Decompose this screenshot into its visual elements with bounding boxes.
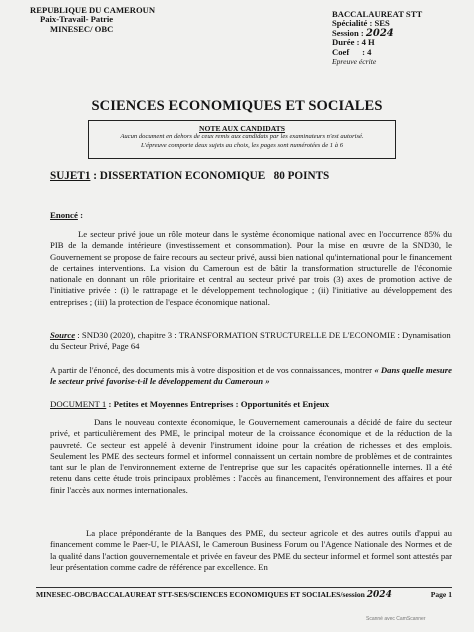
sujet-heading — [50, 170, 329, 182]
document1-text-2: La place prépondérante de la Banques des PME, du secteur agricole et des autres outils d'appui au financement comme le Paer-U, le PIAASI, le Cameroun Business Forum ou l'Agence Nationale des Normes et de la qualité dans l'action gouvernementale et privée en faveur des PME du secteur informel et formel sont attestés par leur présentation comme cadre de référence par excellence. En — [50, 528, 452, 572]
footer-text: MINESEC-OBC/BACCALAUREAT STT-SES/SCIENCES ECONOMIQUES ET SOCIALES/session — [36, 590, 365, 599]
note-line-1: Aucun document en dehors de ceux remis aux candidats par les examinateurs n'est autorisé. — [120, 133, 364, 140]
question-emphasis: « Dans quelle mesure le secteur privé favorise-t-il le développement du Cameroun » — [50, 365, 453, 387]
source-text: : SND30 (2020), chapitre 3 : TRANSFORMATION STRUCTURELLE DE L'ECONOMIE : Dynamisation du Secteur Privé, Page 64 — [50, 330, 451, 352]
document1-heading — [50, 399, 329, 409]
page-footer — [36, 587, 452, 600]
enonce-heading — [50, 210, 83, 220]
scanner-watermark: Scanné avec CamScanner — [366, 616, 426, 622]
duree: Durée : 4 H — [332, 37, 375, 48]
motto: Paix-Travail- Patrie — [40, 14, 114, 25]
footer-year: 2024 — [366, 590, 392, 600]
source — [50, 330, 452, 353]
page-title: SCIENCES ECONOMIQUES ET SOCIALES — [91, 98, 383, 114]
note-line-2: L'épreuve comporte deux sujets au choix, les pages sont numérotées de 1 à 6 — [141, 141, 343, 149]
enonce-label: Enoncé — [50, 210, 78, 220]
session-label: Session : — [332, 27, 364, 38]
enonce-text: Le secteur privé joue un rôle moteur dans le système économique national avec en l'occurrence 85% du PIB de la demande intérieure (investissement et consommation). Pour la mise en œuvre de la SND30, le Gouvernement se propose de faire recours au secteur privé, aussi bien national qu'international pour le financement de certaines interventions. La vision du Cameroun est de bâtir la transformation structurelle de l'économie nationale en donnant un rôle prioritaire et central au secteur privé par trois (3) axes de promotion active de l'initiative privée : (i) le rattrapage et le développement technologique ; (ii) l'initiative au développement des entreprises ; (iii) la protection de l'espace économique national. — [50, 229, 452, 307]
exam-name: BACCALAUREAT STT — [332, 9, 423, 19]
document1-para-2 — [50, 528, 452, 573]
question-prefix: A partir de l'énoncé, des documents mis à votre disposition et de vos connaissances, montrer — [50, 365, 375, 375]
epreuve: Epreuve écrite — [332, 57, 377, 67]
document1-label: DOCUMENT 1 — [50, 399, 107, 409]
enonce-colon: : — [77, 210, 84, 220]
document1-para-1 — [50, 417, 452, 496]
sujet-label: SUJET1 — [50, 170, 91, 182]
session-year: 2024 — [365, 27, 394, 39]
enonce-paragraph — [50, 229, 452, 308]
source-label: Source — [50, 330, 76, 340]
note-box — [88, 120, 396, 159]
document1-title: : Petites et Moyennes Entreprises : Opportunités et Enjeux — [106, 399, 330, 409]
republic-name: REPUBLIQUE DU CAMEROUN — [30, 5, 156, 15]
specialite: Spécialité : SES — [332, 18, 390, 29]
ministry: MINESEC/ OBC — [50, 23, 114, 34]
document1-text-1: Dans le nouveau contexte économique, le Gouvernement camerounais a décidé de faire du secteur privé, et particulièrement des PME, le principal moteur de la croissance économique et de la réduction de la pauvreté. Ce secteur est appelé à devenir l'instrument idoine pour la création de richesses et des emplois. Seulement les PME des secteurs formel et informel connaissent un certain nombre de problèmes et de contraintes tant sur le plan de l'environnement externe de l'entreprise que sur les capacités opérationnelle internes. Il a été retenu dans cette étude trois principaux problèmes : l'accès au financement, l'environnement des affaires et pour finir l'accès aux normes internationales. — [50, 417, 452, 495]
header-left — [30, 6, 155, 34]
header-right — [332, 10, 467, 66]
sujet-text: : DISSERTATION ECONOMIQUE 80 POINTS — [90, 170, 330, 182]
question — [50, 365, 452, 388]
coef: Coef : 4 — [332, 46, 372, 57]
page-number: Page 1 — [430, 590, 452, 599]
note-heading: NOTE AUX CANDIDATS — [199, 124, 285, 133]
footer-left — [36, 590, 392, 600]
